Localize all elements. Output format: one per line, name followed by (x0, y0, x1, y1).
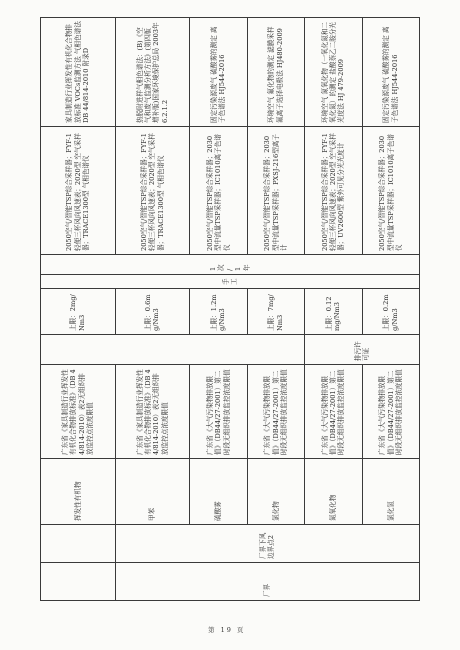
standard-cell: 广东省《家具制造行业挥发性有机化合物排放标准》（DB 44/814-2010）表2无组织排放监控点浓度限值 (115, 365, 190, 459)
permit-cell-top (41, 335, 305, 365)
limit-cell: 上限：1.2mg/Nm3 (190, 289, 247, 335)
analysis-method-cell: 热脱附进样气相色谱法：(B)《空气和废气监测分析方法》(第四版 增补版)国家环境保护总局 2003年 6.2.1.2 (115, 18, 190, 127)
table-row (305, 18, 362, 601)
analysis-method-cell: 家具制造行业挥发性有机化合物排放标准 VOCs监测方法 气相色谱法 DB 44/814-2010 附录D (41, 18, 116, 127)
analysis-method-cell: 固定污染源废气 硫酸雾的测定 离子色谱法 HJ544-2016 (190, 18, 247, 127)
pollutant-cell: 挥发性有机物 (41, 459, 116, 525)
monitoring-point-cell: 厂界下风边界点2 (115, 525, 419, 563)
table-row (190, 18, 247, 601)
pollutant-cell: 硫酸雾 (190, 459, 247, 525)
rotated-table-wrapper (40, 18, 420, 601)
limit-cell: 上限：0.2mg/Nm3 (362, 289, 419, 335)
sampling-equipment-cell: 2050空气/智能TSP综合采样器；FYF-1 轻便三杯风向风速表；2020型 空气采样器；TRACE1300型 气相色谱仪 (115, 127, 190, 255)
pollutant-cell: 甲苯 (115, 459, 190, 525)
standard-cell: 广东省《大气污染物排放限值》（DB44/27-2001）第二时段无组织排放监控浓度限值 (305, 365, 362, 459)
pollutant-cell: 氯化氢 (362, 459, 419, 525)
sampling-equipment-cell: 2050空气/智能TSP综合采样器；2030型中流量TSP采样器；PXSJ-216型离子计 (247, 127, 304, 255)
analysis-method-cell: 固定污染源废气 硫酸雾的测定 离子色谱法 HJ544-2016 (362, 18, 419, 127)
sampling-equipment-cell: 2050空气/智能TSP综合采样器；FYF-1 轻便三杯风向风速表；2020型 空气采样器；TRACE1300型 气相色谱仪 (41, 127, 116, 255)
table-row (41, 18, 116, 601)
pollutant-cell: 氮氧化物 (305, 459, 362, 525)
standard-cell: 广东省《家具制造行业挥发性有机化合物排放标准》（DB 44/814-2010）表2无组织排放监控点浓度限值 (41, 365, 116, 459)
point-cell-top (41, 525, 116, 563)
limit-cell: 上限：2mg/Nm3 (41, 289, 116, 335)
method-type-cell: 手 工 (41, 275, 420, 289)
table-row (247, 18, 304, 601)
standard-cell: 广东省《大气污染物排放限值》（DB44/27-2001）第二时段无组织排放监控浓度限值 (247, 365, 304, 459)
analysis-method-cell: 环境空气 氟化物的测定 滤膜采样氟离子选择电极法 HJ480-2009 (247, 18, 304, 127)
sampling-equipment-cell: 2050空气/智能TSP综合采样器；FYF-1 轻便三杯风向风速表；2020型 空气采样器；UV2600型 紫外可见分光光度计 (305, 127, 362, 255)
standard-cell: 广东省《大气污染物排放限值》（DB44/27-2001）第二时段无组织排放监控浓度限值 (362, 365, 419, 459)
permit-cell: 排污许可证 (305, 335, 420, 365)
table-row (115, 18, 190, 601)
table-row (362, 18, 419, 601)
pollutant-cell: 氯化物 (247, 459, 304, 525)
analysis-method-cell: 环境空气 氮氧化物（一氧化氮和二氧化氮）的测定 盐酸萘乙二胺分光光度法 HJ 479-2009 (305, 18, 362, 127)
sampling-equipment-cell: 2050空气/智能TSP综合采样器；2030型中流量TSP采样器；IC1010离子色谱仪 (190, 127, 247, 255)
standard-cell: 广东省《大气污染物排放限值》（DB44/27-2001）第二时段无组织排放监控浓度限值 (190, 365, 247, 459)
area-cell-top (41, 563, 116, 601)
page-number: 第 19 页 (208, 626, 246, 634)
monitoring-table (40, 17, 420, 601)
limit-cell: 上限：0.12mg/Nm3 (305, 289, 362, 335)
limit-cell: 上限：7mg/Nm3 (247, 289, 304, 335)
limit-cell: 上限：0.6mg/Nm3 (115, 289, 190, 335)
frequency-cell: 1 次 / 1 年 (41, 255, 420, 275)
area-cell: 厂界 (115, 563, 419, 601)
sampling-equipment-cell: 2050空气/智能TSP综合采样器；2030型中流量TSP采样器；IC1010离子色谱仪 (362, 127, 419, 255)
